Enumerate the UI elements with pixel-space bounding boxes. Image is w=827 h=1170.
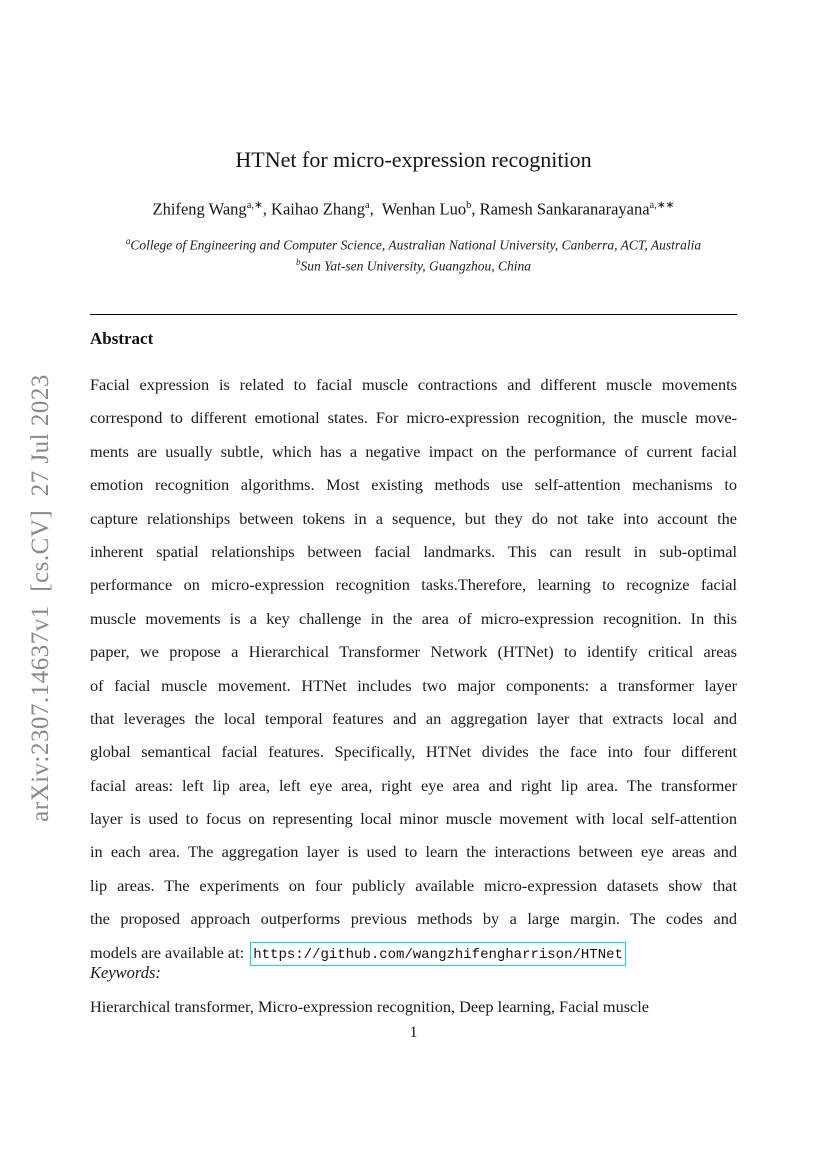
arxiv-watermark: arXiv:2307.14637v1 [cs.CV] 27 Jul 2023 <box>27 374 54 822</box>
affiliation-mark: a <box>125 236 131 246</box>
github-link[interactable]: https://github.com/wangzhifengharrison/HTNet <box>253 946 623 963</box>
abstract-line: that leverages the local temporal features and an aggregation layer that extracts local and <box>90 708 737 728</box>
affiliation-mark: b <box>295 257 301 267</box>
author-name: Zhifeng Wang <box>152 199 247 219</box>
abstract-line: Facial expression is related to facial muscle contractions and different muscle movements <box>90 375 737 394</box>
abstract-line: paper, we propose a Hierarchical Transformer Network (HTNet) to identify critical areas <box>90 642 737 662</box>
author-line: Zhifeng Wang$^{a,∗}$, Kaihao Zhang$^a$, Wenhan Luo$^b$, Ramesh Sankaranarayana$^{a,∗∗}$ <box>152 199 675 219</box>
abstract-heading: Abstract <box>90 329 154 348</box>
github-link-box <box>250 942 626 966</box>
abstract-line: performance on micro-expression recognition tasks.Therefore, learning to recognize facial <box>90 575 737 595</box>
keywords-label: Keywords: <box>90 963 161 982</box>
keywords-text: Hierarchical transformer, Micro-expression recognition, Deep learning, Facial muscle <box>90 997 650 1016</box>
author-name: Wenhan Luo <box>381 199 467 219</box>
abstract-line: correspond to different emotional states. For micro-expression recognition, the muscle move- <box>90 408 737 428</box>
author-affiliation-mark: a,∗ <box>246 200 263 211</box>
abstract-line: inherent spatial relationships between facial landmarks. This can result in sub-optimal <box>90 541 737 561</box>
abstract-line: global semantical facial features. Specifically, HTNet divides the face into four different <box>90 742 737 762</box>
abstract-line: layer is used to focus on representing local minor muscle movement with local self-attention <box>90 809 737 829</box>
title-rule-divider <box>90 314 737 315</box>
abstract-line: emotion recognition algorithms. Most existing methods use self-attention mechanisms to <box>90 475 737 495</box>
abstract-line: capture relationships between tokens in a sequence, but they do not take into account the <box>90 508 737 528</box>
author-name: Kaihao Zhang <box>271 199 365 219</box>
affiliation-line: $^a$College of Engineering and Computer Science, Australian National University, Canberra, ACT, Australia <box>125 236 702 253</box>
affiliation-line: $^b$Sun Yat-sen University, Guangzhou, China <box>295 257 531 274</box>
abstract-line: in each area. The aggregation layer is used to learn the interactions between eye areas and <box>90 842 737 862</box>
author-affiliation-mark: b <box>466 200 472 211</box>
abstract-body <box>90 368 737 969</box>
author-affiliation-mark: a <box>364 200 370 211</box>
abstract-line: the proposed approach outperforms previous methods by a large margin. The codes and <box>90 909 737 929</box>
page-number: 1 <box>409 1024 418 1041</box>
abstract-lines <box>90 368 737 936</box>
author-affiliation-mark: a,∗∗ <box>649 200 675 211</box>
affiliations <box>70 233 757 275</box>
abstract-line: ments are usually subtle, which has a negative impact on the performance of current facial <box>90 441 737 461</box>
abstract-line: facial areas: left lip area, left eye area, right eye area and right lip area. The transformer <box>90 775 737 795</box>
abstract-last-line <box>90 936 737 969</box>
abstract-line: lip areas. The experiments on four publicly available micro-expression datasets show that <box>90 875 737 895</box>
abstract-line: muscle movements is a key challenge in the area of micro-expression recognition. In this <box>90 608 737 628</box>
abstract-line: of facial muscle movement. HTNet includes two major components: a transformer layer <box>90 675 737 695</box>
author-name: Ramesh Sankaranarayana <box>479 199 650 219</box>
abstract-link-prefix: models are available at: <box>90 942 245 962</box>
paper-title: HTNet for micro-expression recognition <box>235 147 592 172</box>
